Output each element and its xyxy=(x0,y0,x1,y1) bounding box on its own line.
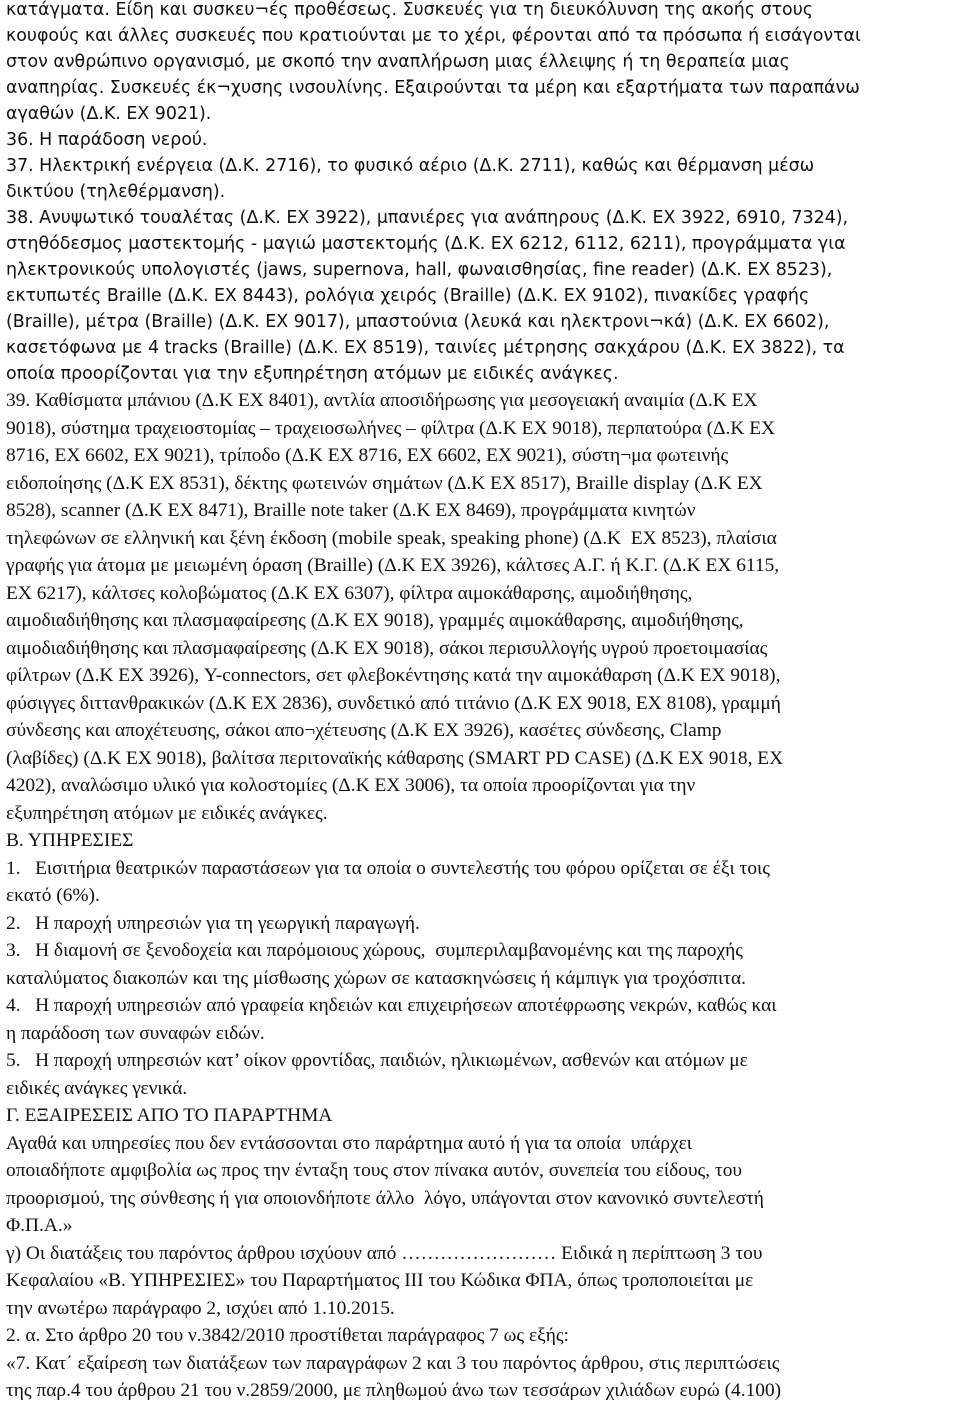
service-item-1: 1. Εισιτήρια θεατρικών παραστάσεων για τα οποία ο συντελεστής του φόρου ορίζεται σε έξι τοις εκατό (6%). xyxy=(6,857,770,906)
heading-exceptions: Γ. ΕΞΑΙΡΕΣΕΙΣ ΑΠΟ ΤΟ ΠΑΡΑΡΤΗΜΑ xyxy=(6,1105,333,1126)
item-37: 37. Ηλεκτρική ενέργεια (Δ.Κ. 2716), το φυσικό αέριο (Δ.Κ. 2711), καθώς και θέρμανση μέσω δικτύου (τηλεθέρμανση). xyxy=(6,156,815,202)
item-39: 39. Καθίσματα μπάνιου (Δ.Κ ΕΧ 8401), αντλία αποσιδήρωσης για μεσογειακή αναιμία (Δ.Κ ΕΧ 9018), σύστημα τραχειοστομίας – τραχειοσωλήνες – φίλτρα (Δ.Κ ΕΧ 9018), περπατούρα (Δ.Κ ΕΧ 8716, ΕΧ 6602, ΕΧ 9021), τρίποδο (Δ.Κ ΕΧ 8716, ΕΧ 6602, ΕΧ 9021), σύστη¬μα φωτεινής ειδοποίησης (Δ.Κ ΕΧ 8531), δέκτης φωτεινών σημάτων (Δ.Κ ΕΧ 8517), Braille display (Δ.Κ ΕΧ 8528), scanner (Δ.Κ ΕΧ 8471), Braille note taker (Δ.Κ ΕΧ 8469), προγράμματα κινητών τηλεφώνων σε ελληνική και ξένη έκδοση (mobile speak, speaking phone) (Δ.Κ ΕΧ 8523), πλαίσια γραφής για άτομα με μειωμένη όραση (Braille) (Δ.Κ ΕΧ 3926), κάλτσες Α.Γ. ή Κ.Γ. (Δ.Κ ΕΧ 6115, ΕΧ 6217), κάλτσες κολοβώματος (Δ.Κ ΕΧ 6307), φίλτρα αιμοκάθαρσης, αιμοδιήθησης, αιμοδιαδιήθησης και πλασμαφαίρεσης (Δ.Κ ΕΧ 9018), γραμμές αιμοκάθαρσης, αιμοδιήθησης, αιμοδιαδιήθησης και πλασμαφαίρεσης (Δ.Κ ΕΧ 9018), σάκοι περισυλλογής υγρού προετοιμασίας φίλτρων (Δ.Κ ΕΧ 3926), Y-connectors, σετ φλεβοκέντησης κατά την αιμοκάθαρση (Δ.Κ ΕΧ 9018), φύσιγγες διττανθρακικών (Δ.Κ ΕΧ 2836), συνδετικό από τιτάνιο (Δ.Κ ΕΧ 9018, ΕΧ 8108), γραμμή σύνδεσης και αποχέτευσης, σάκοι απο¬χέτευσης (Δ.Κ ΕΧ 3926), κασέτες σύνδεσης, Clamp (λαβίδες) (Δ.Κ ΕΧ 9018), βαλίτσα περιτοναϊκής κάθαρσης (SMART PD CASE) (Δ.Κ ΕΧ 9018, ΕΧ 4202), αναλώσιμο υλικό για κολοστομίες (Δ.Κ ΕΧ 3006), τα οποία προορίζονται για την εξυπηρέτηση ατόμων με ειδικές ανάγκες. xyxy=(6,390,784,824)
item-38: 38. Ανυψωτικό τουαλέτας (Δ.Κ. ΕΧ 3922), μπανιέρες για ανάπηρους (Δ.Κ. ΕΧ 3922, 6910, 7324), στηθόδεσμος μαστεκτομής - μαγιώ μαστεκτομής (Δ.Κ. ΕΧ 6212, 6112, 6211), προγράμματα για ηλεκτρονικούς υπολογιστές (jaws, supernova, hall, φωναισθησίας, fine reader) (Δ.Κ. ΕΧ 8523), εκτυπωτές Braille (Δ.Κ. ΕΧ 8443), ρολόγια χειρός (Braille) (Δ.Κ. ΕΧ 9102), πινακίδες γραφής (Braille), μέτρα (Braille) (Δ.Κ. ΕΧ 9017), μπαστούνια (λευκά και ηλεκτρονι¬κά) (Δ.Κ. ΕΧ 6602), κασετόφωνα με 4 tracks (Braille) (Δ.Κ. ΕΧ 8519), ταινίες μέτρησης σακχάρου (Δ.Κ. ΕΧ 3822), τα οποία προορίζονται για την εξυπηρέτηση ατόμων με ειδικές ανάγκες. xyxy=(6,208,849,384)
service-item-2: 2. Η παροχή υπηρεσιών για τη γεωργική παραγωγή. xyxy=(6,912,420,934)
service-item-3: 3. Η διαμονή σε ξενοδοχεία και παρόμοιους χώρους, συμπεριλαμβανομένης και της παροχής καταλύματος διακοπών και της μίσθωσης χώρων σε κατασκηνώσεις ή κάμπιγκ για τροχόσπιτα. xyxy=(6,940,746,989)
paragraph-2a: 2. α. Στο άρθρο 20 του ν.3842/2010 προστίθεται παράγραφος 7 ως εξής: xyxy=(6,1325,569,1346)
service-item-5: 5. Η παροχή υπηρεσιών κατ’ οίκον φροντίδας, παιδιών, ηλικιωμένων, ασθενών και ατόμων με ειδικές ανάγκες γενικά. xyxy=(6,1050,748,1099)
paragraph-7: «7. Κατ΄ εξαίρεση των διατάξεων των παραγράφων 2 και 3 του παρόντος άρθρου, στις περιπτώσεις της παρ.4 του άρθρου 21 του ν.2859/2000, με πληθωμού άνω των τεσσάρων χιλιάδων ευρώ (4.100) xyxy=(6,1352,782,1401)
paragraph-gamma: γ) Οι διατάξεις του παρόντος άρθρου ισχύουν από …………………… Ειδικά η περίπτωση 3 του Κεφαλαίου «Β. ΥΠΗΡΕΣΙΕΣ» του Παραρτήματος ΙΙΙ του Κώδικα ΦΠΑ, όπως τροποποιείται με την ανωτέρω παράγραφο 2, ισχύει από 1.10.2015. xyxy=(6,1242,763,1319)
paragraph-devices: κατάγματα. Είδη και συσκευ¬ές προθέσεως. Συσκευές για τη διευκόλυνση της ακοής στους κουφούς και άλλες συσκευές που κρατιούνται με το χέρι, φέρονται από τα πρόσωπα ή εισάγονται στον ανθρώπινο οργανισμό, με σκοπό την αναπλήρωση μιας έλλειψης ή τη θεραπεία μιας αναπηρίας. Συσκευές έκ¬χυσης ινσουλίνης. Εξαιρούνται τα μέρη και εξαρτήματα των παραπάνω αγαθών (Δ.Κ. ΕΧ 9021). xyxy=(6,0,861,124)
item-36: 36. Η παράδοση νερού. xyxy=(6,130,208,150)
paragraph-exceptions: Αγαθά και υπηρεσίες που δεν εντάσσονται στο παράρτημα αυτό ή για τα οποία υπάρχει οποιαδήποτε αμφιβολία ως προς την ένταξη τους στον πίνακα αυτόν, συνεπεία του είδους, του προορισμού, της σύνθεσης ή για οποιονδήποτε άλλο λόγο, υπάγονται στον κανονικό συντελεστή Φ.Π.Α.» xyxy=(6,1132,764,1236)
heading-services: Β. ΥΠΗΡΕΣΙΕΣ xyxy=(6,830,134,851)
service-item-4: 4. Η παροχή υπηρεσιών από γραφεία κηδειών και επιχειρήσεων αποτέφρωσης νεκρών, καθώς και η παράδοση των συναφών ειδών. xyxy=(6,995,777,1044)
